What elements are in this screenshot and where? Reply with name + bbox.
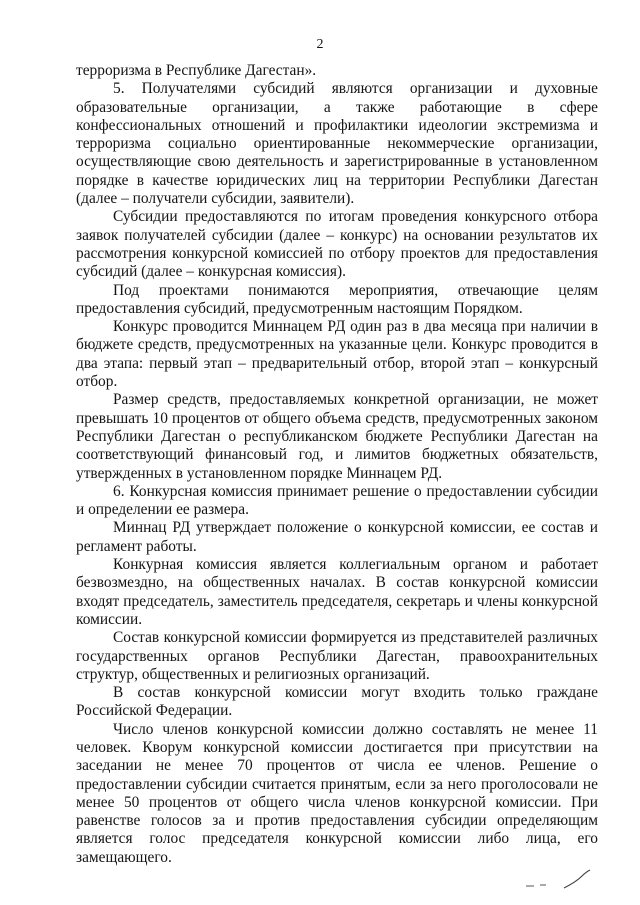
page-number: 2 — [316, 37, 324, 52]
paragraph-funding-limit: Размер средств, предоставляемых конкретной организации, не может превышать 10 процентов от общего объема средств, предусмотренных законом Республики Дагестан о республиканском бюджете Республики Дагестан на соответствующий финансовый год, и лимитов бюджетных обязательств, утвержденных в установленном порядке Миннацем РД. — [76, 391, 598, 482]
paragraph-item-6-commission-decision: 6. Конкурсная комиссия принимает решение о предоставлении субсидии и определении ее размера. — [76, 482, 598, 519]
paragraph-competition-schedule: Конкурс проводится Миннацем РД один раз в два месяца при наличии в бюджете средств, предусмотренных на указанные цели. Конкурс проводится в два этапа: первый этап – предварительный отбор, второй этап – конкурсный отбор. — [76, 318, 598, 391]
paragraph-commission-citizenship: В состав конкурсной комиссии могут входить только граждане Российской Федерации. — [76, 684, 598, 720]
paragraph-projects-definition: Под проектами понимаются мероприятия, отвечающие целям предоставления субсидий, предусмотренным настоящим Порядком. — [76, 281, 598, 317]
paragraph-item-5-recipients: 5. Получателями субсидий являются организации и духовные образовательные организации, а также работающие в сфере конфессиональных отношений и профилактики идеологии экстремизма и терроризма социально ориентированные некоммерческие организации, осуществляющие свою деятельность и зарегистрированные в установленном порядке в качестве юридических лиц на территории Республики Дагестан (далее – получатели субсидии, заявители). — [76, 80, 598, 208]
paragraph-subsidy-competition: Субсидии предоставляются по итогам проведения конкурсного отбора заявок получателей субсидии (далее – конкурс) на основании результатов их рассмотрения конкурсной комиссией по отбору проектов для предоставления субсидий (далее – конкурсная комиссия). — [76, 208, 598, 281]
paragraph-commission-quorum: Число членов конкурсной комиссии должно составлять не менее 11 человек. Кворум конкурсной комиссии достигается при присутствии на заседании не менее 70 процентов от числа ее членов. Решение о предоставлении субсидии считается принятым, если за него проголосовали не менее 50 процентов от общего числа членов конкурсной комиссии. При равенстве голосов за и против предоставления субсидии определяющим является голос председателя конкурсной комиссии либо лица, его замещающего. — [76, 720, 598, 866]
paragraph-commission-collegial: Конкурная комиссия является коллегиальным органом и работает безвозмездно, на общественных началах. В состав конкурсной комиссии входят председатель, заместитель председателя, секретарь и члены конкурсной комиссии. — [76, 556, 598, 628]
paragraph-commission-composition: Состав конкурсной комиссии формируется из представителей различных государственных органов Республики Дагестан, правоохранительных структур, общественных и религиозных организаций. — [76, 629, 598, 683]
document-body — [76, 62, 598, 867]
paragraph-continuation: терроризма в Республике Дагестан». — [76, 62, 317, 79]
paragraph-commission-regulation: Миннац РД утверждает положение о конкурсной комиссии, ее состав и регламент работы. — [76, 519, 598, 555]
signature-mark-icon — [520, 868, 600, 892]
